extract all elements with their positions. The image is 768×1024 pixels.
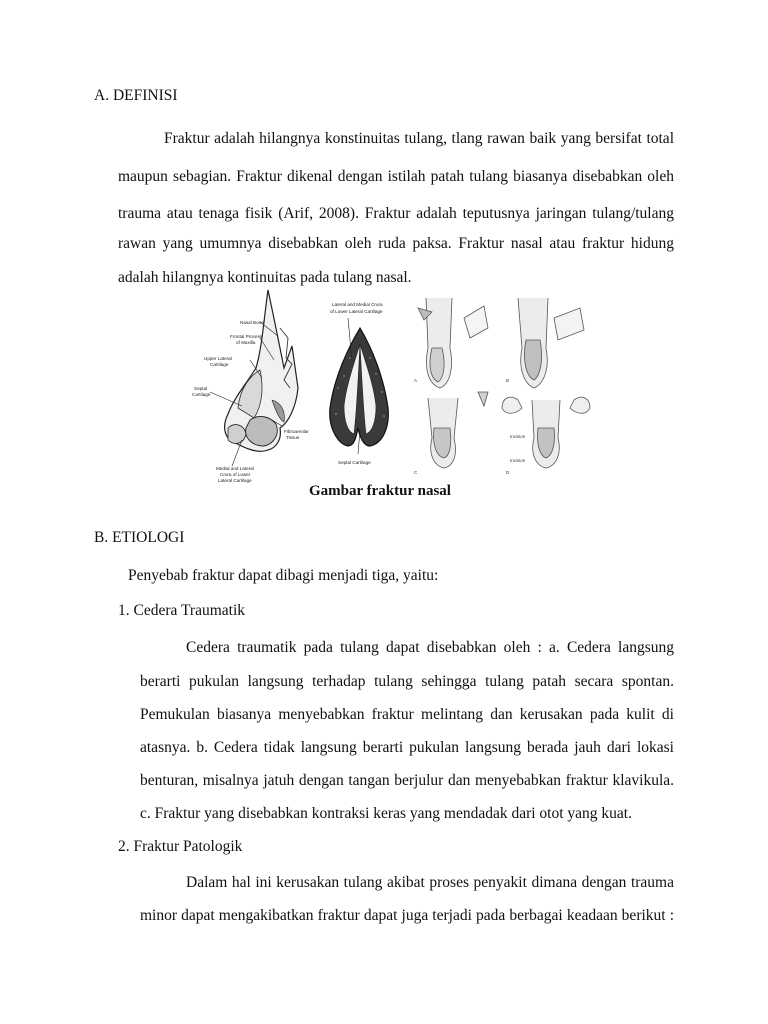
panel-letter-b: B <box>506 378 510 383</box>
paragraph-line: trauma atau tenaga fisik (Arif, 2008). Fraktur adalah teputusnya jaringan tulang/tulang <box>118 205 674 222</box>
panel-d-label: Incision <box>510 434 526 439</box>
panel-d-label: Incision <box>510 458 526 463</box>
label-nasal-bone: Nasal Bone <box>240 320 264 325</box>
item-line: atasnya. b. Cedera tidak langsung berarti pukulan langsung berada jauh dari lokasi <box>140 739 674 756</box>
nose-lateral-diagram <box>192 290 309 483</box>
label-crura: Lateral and Medial Crura <box>332 302 383 307</box>
paragraph-line: maupun sebagian. Fraktur dikenal dengan istilah patah tulang biasanya disebabkan oleh <box>118 168 674 185</box>
label-medial-lateral: Medial and Lateral <box>216 466 254 471</box>
reduction-panels <box>418 298 590 468</box>
item-line: c. Fraktur yang disebabkan kontraksi keras yang mendadak dari otot yang kuat. <box>140 805 632 822</box>
label-medial-lateral-2: Crura of Lower <box>220 472 251 477</box>
figure-caption: Gambar fraktur nasal <box>309 483 451 499</box>
label-septal-2: Cartilage <box>192 392 211 397</box>
label-septal: Septal <box>194 386 208 391</box>
label-medial-lateral-3: Lateral Cartilage <box>218 478 252 483</box>
item-line: benturan, misalnya jatuh dengan tangan berjulur dan menyebabkan fraktur klavikula. <box>140 772 674 789</box>
cartilage-diagram <box>330 302 389 465</box>
label-frontal-process-2: of Maxilla <box>236 340 256 345</box>
panel-letter-d: D <box>506 470 510 475</box>
nasal-fracture-figure <box>188 288 600 490</box>
label-crura-2: of Lower Lateral Cartilage <box>330 309 383 314</box>
item-title: 2. Fraktur Patologik <box>118 838 243 855</box>
item-line: berarti pukulan langsung terhadap tulang sehingga tulang patah secara spontan. <box>140 673 674 690</box>
item-line: Cedera traumatik pada tulang dapat disebabkan oleh : a. Cedera langsung <box>186 639 674 656</box>
item-line: Dalam hal ini kerusakan tulang akibat proses penyakit dimana dengan trauma <box>186 874 674 891</box>
panel-letter-c: C <box>414 470 418 475</box>
label-upper-lateral-2: Cartilage <box>210 362 229 367</box>
etiologi-intro: Penyebab fraktur dapat dibagi menjadi tiga, yaitu: <box>128 567 439 584</box>
label-fibroareolar-2: Tissue <box>286 435 300 440</box>
label-septal-cartilage: Septal Cartilage <box>338 460 371 465</box>
section-b-heading: B. ETIOLOGI <box>94 529 185 546</box>
section-a-heading: A. DEFINISI <box>94 87 178 104</box>
panel-letter-a: A <box>414 378 418 383</box>
label-fibroareolar: Fibroareolar <box>284 429 309 434</box>
paragraph-line: adalah hilangnya kontinuitas pada tulang nasal. <box>118 269 412 286</box>
label-frontal-process: Frontal Process <box>230 334 263 339</box>
item-title: 1. Cedera Traumatik <box>118 602 245 619</box>
paragraph-line: Fraktur adalah hilangnya konstinuitas tulang, tlang rawan baik yang bersifat total <box>164 130 674 147</box>
label-upper-lateral: Upper Lateral <box>204 356 232 361</box>
item-line: Pemukulan biasanya menyebabkan fraktur melintang dan kerusakan pada kulit di <box>140 706 674 723</box>
item-line: minor dapat mengakibatkan fraktur dapat juga terjadi pada berbagai keadaan berikut : <box>140 907 674 924</box>
paragraph-line: rawan yang umumnya disebabkan oleh ruda paksa. Fraktur nasal atau fraktur hidung <box>118 235 674 252</box>
